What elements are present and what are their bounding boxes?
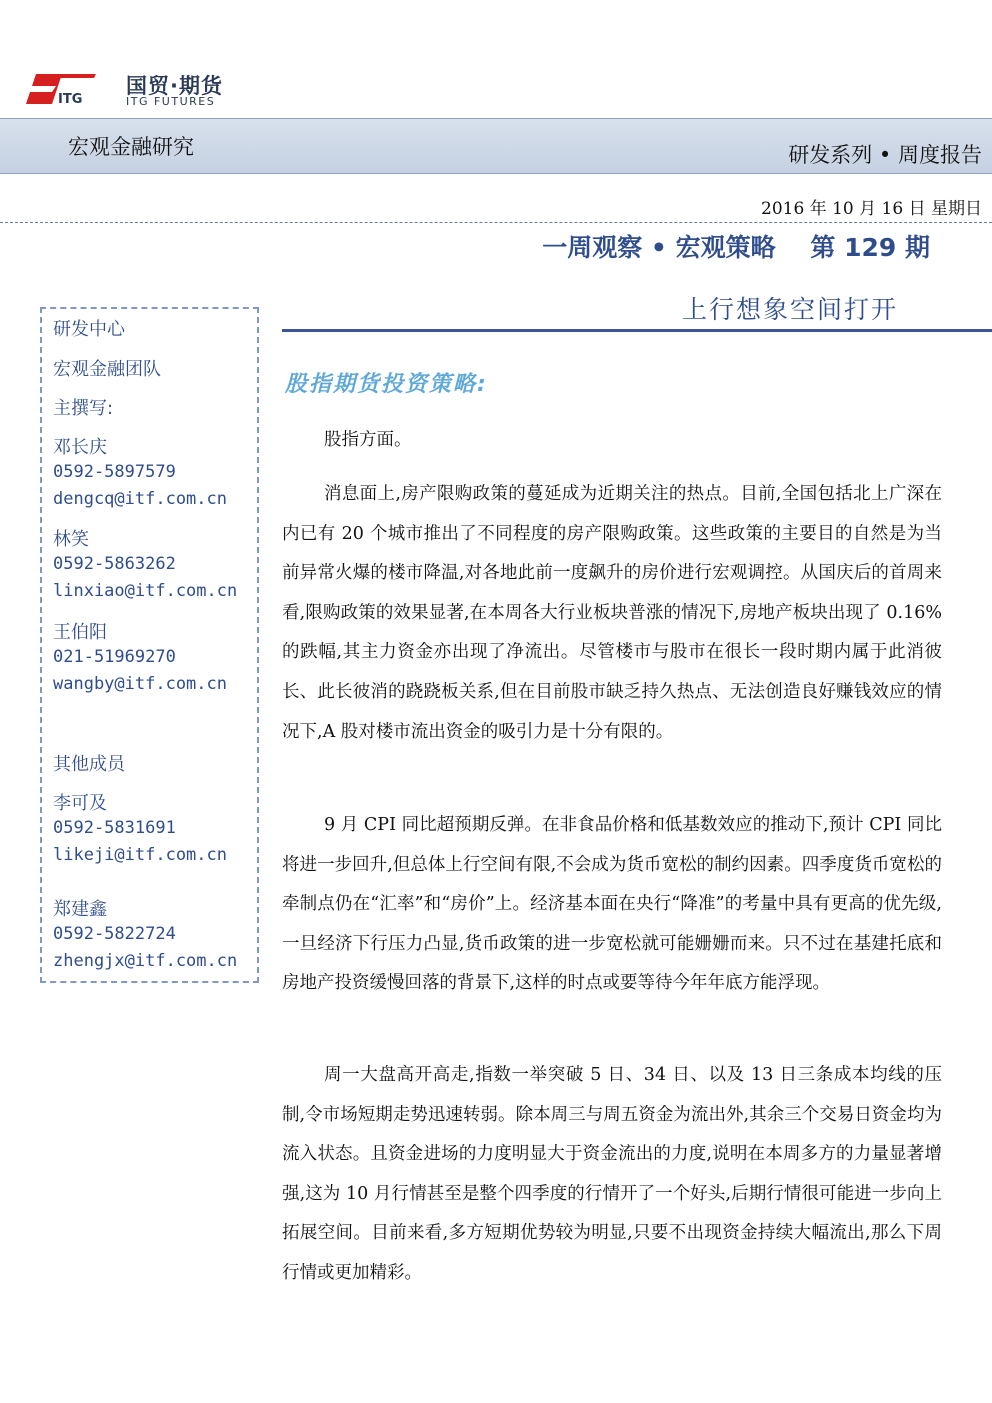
department-label: 宏观金融研究 <box>68 135 194 159</box>
body-paragraph <box>282 806 942 1004</box>
member-name: 郑建鑫 <box>53 899 107 920</box>
itg-logo-icon <box>22 72 96 106</box>
member-phone: 0592-5822724 <box>53 924 176 944</box>
section-heading: 股指期货投资策略: <box>285 372 488 397</box>
body-paragraph <box>282 1056 942 1294</box>
report-date: 2016 年 10 月 16 日 星期日 <box>761 199 982 219</box>
paragraph-text: 9 月 CPI 同比超预期反弹。在非食品价格和低基数效应的推动下,预计 CPI 同比将进一步回升,但总体上行空间有限,不会成为货币宽松的制约因素。四季度货币宽松的牵制点仍在“汇率”和“房价”上。经济基本面在央行“降准”的考量中具有更高的优先级,一旦经济下行压力凸显,货币政策的进一步宽松就可能姗姗而来。只不过在基建托底和房地产投资缓慢回落的背景下,这样的时点或要等待今年年底方能浮现。 <box>282 815 942 994</box>
date-divider <box>0 222 992 223</box>
author-name: 林笑 <box>53 529 89 550</box>
member-email[interactable]: likeji@itf.com.cn <box>53 845 227 865</box>
author-email[interactable]: linxiao@itf.com.cn <box>53 581 238 601</box>
logo-english-name: ITG FUTURES <box>126 95 216 108</box>
author-phone: 0592-5863262 <box>53 554 176 574</box>
logo-mark-text: ITG <box>58 92 83 106</box>
body-paragraph <box>282 475 942 752</box>
sidebar-author-label: 主撰写: <box>53 398 114 419</box>
author-name: 邓长庆 <box>53 437 107 458</box>
issue-label: 一周观察 • 宏观策略 第 129 期 <box>542 233 930 262</box>
report-series-label: 研发系列 • 周度报告 <box>788 143 982 167</box>
member-name: 李可及 <box>53 793 107 814</box>
report-title: 上行想象空间打开 <box>681 295 898 324</box>
sidebar-team: 宏观金融团队 <box>53 359 161 380</box>
author-name: 王伯阳 <box>53 622 107 643</box>
header-banner <box>0 118 992 174</box>
sidebar-others-label: 其他成员 <box>53 754 125 775</box>
logo-chinese-name: 国贸·期货 <box>126 74 223 98</box>
author-phone: 021-51969270 <box>53 647 176 667</box>
member-phone: 0592-5831691 <box>53 818 176 838</box>
body-paragraph <box>282 421 942 461</box>
title-rule <box>282 329 992 332</box>
company-logo <box>22 70 222 110</box>
member-email[interactable]: zhengjx@itf.com.cn <box>53 951 238 971</box>
paragraph-text: 股指方面。 <box>324 430 412 450</box>
author-email[interactable]: dengcq@itf.com.cn <box>53 489 227 509</box>
author-phone: 0592-5897579 <box>53 462 176 482</box>
sidebar-center: 研发中心 <box>53 319 125 340</box>
paragraph-text: 周一大盘高开高走,指数一举突破 5 日、34 日、以及 13 日三条成本均线的压制,令市场短期走势迅速转弱。除本周三与周五资金为流出外,其余三个交易日资金均为流入状态。且资金进场的力度明显大于资金流出的力度,说明在本周多方的力量显著增强,这为 10 月行情甚至是整个四季度的行情开了一个好头,后期行情很可能进一步向上拓展空间。目前来看,多方短期优势较为明显,只要不出现资金持续大幅流出,那么下周行情或更加精彩。 <box>282 1065 942 1283</box>
author-email[interactable]: wangby@itf.com.cn <box>53 674 227 694</box>
paragraph-text: 消息面上,房产限购政策的蔓延成为近期关注的热点。目前,全国包括北上广深在内已有 20 个城市推出了不同程度的房产限购政策。这些政策的主要目的自然是为当前异常火爆的楼市降温,对各地此前一度飙升的房价进行宏观调控。从国庆后的首周来看,限购政策的效果显著,在本周各大行业板块普涨的情况下,房地产板块出现了 0.16%的跌幅,其主力资金亦出现了净流出。尽管楼市与股市在很长一段时期内属于此消彼长、此长彼消的跷跷板关系,但在目前股市缺乏持久热点、无法创造良好赚钱效应的情况下,A 股对楼市流出资金的吸引力是十分有限的。 <box>282 484 942 742</box>
